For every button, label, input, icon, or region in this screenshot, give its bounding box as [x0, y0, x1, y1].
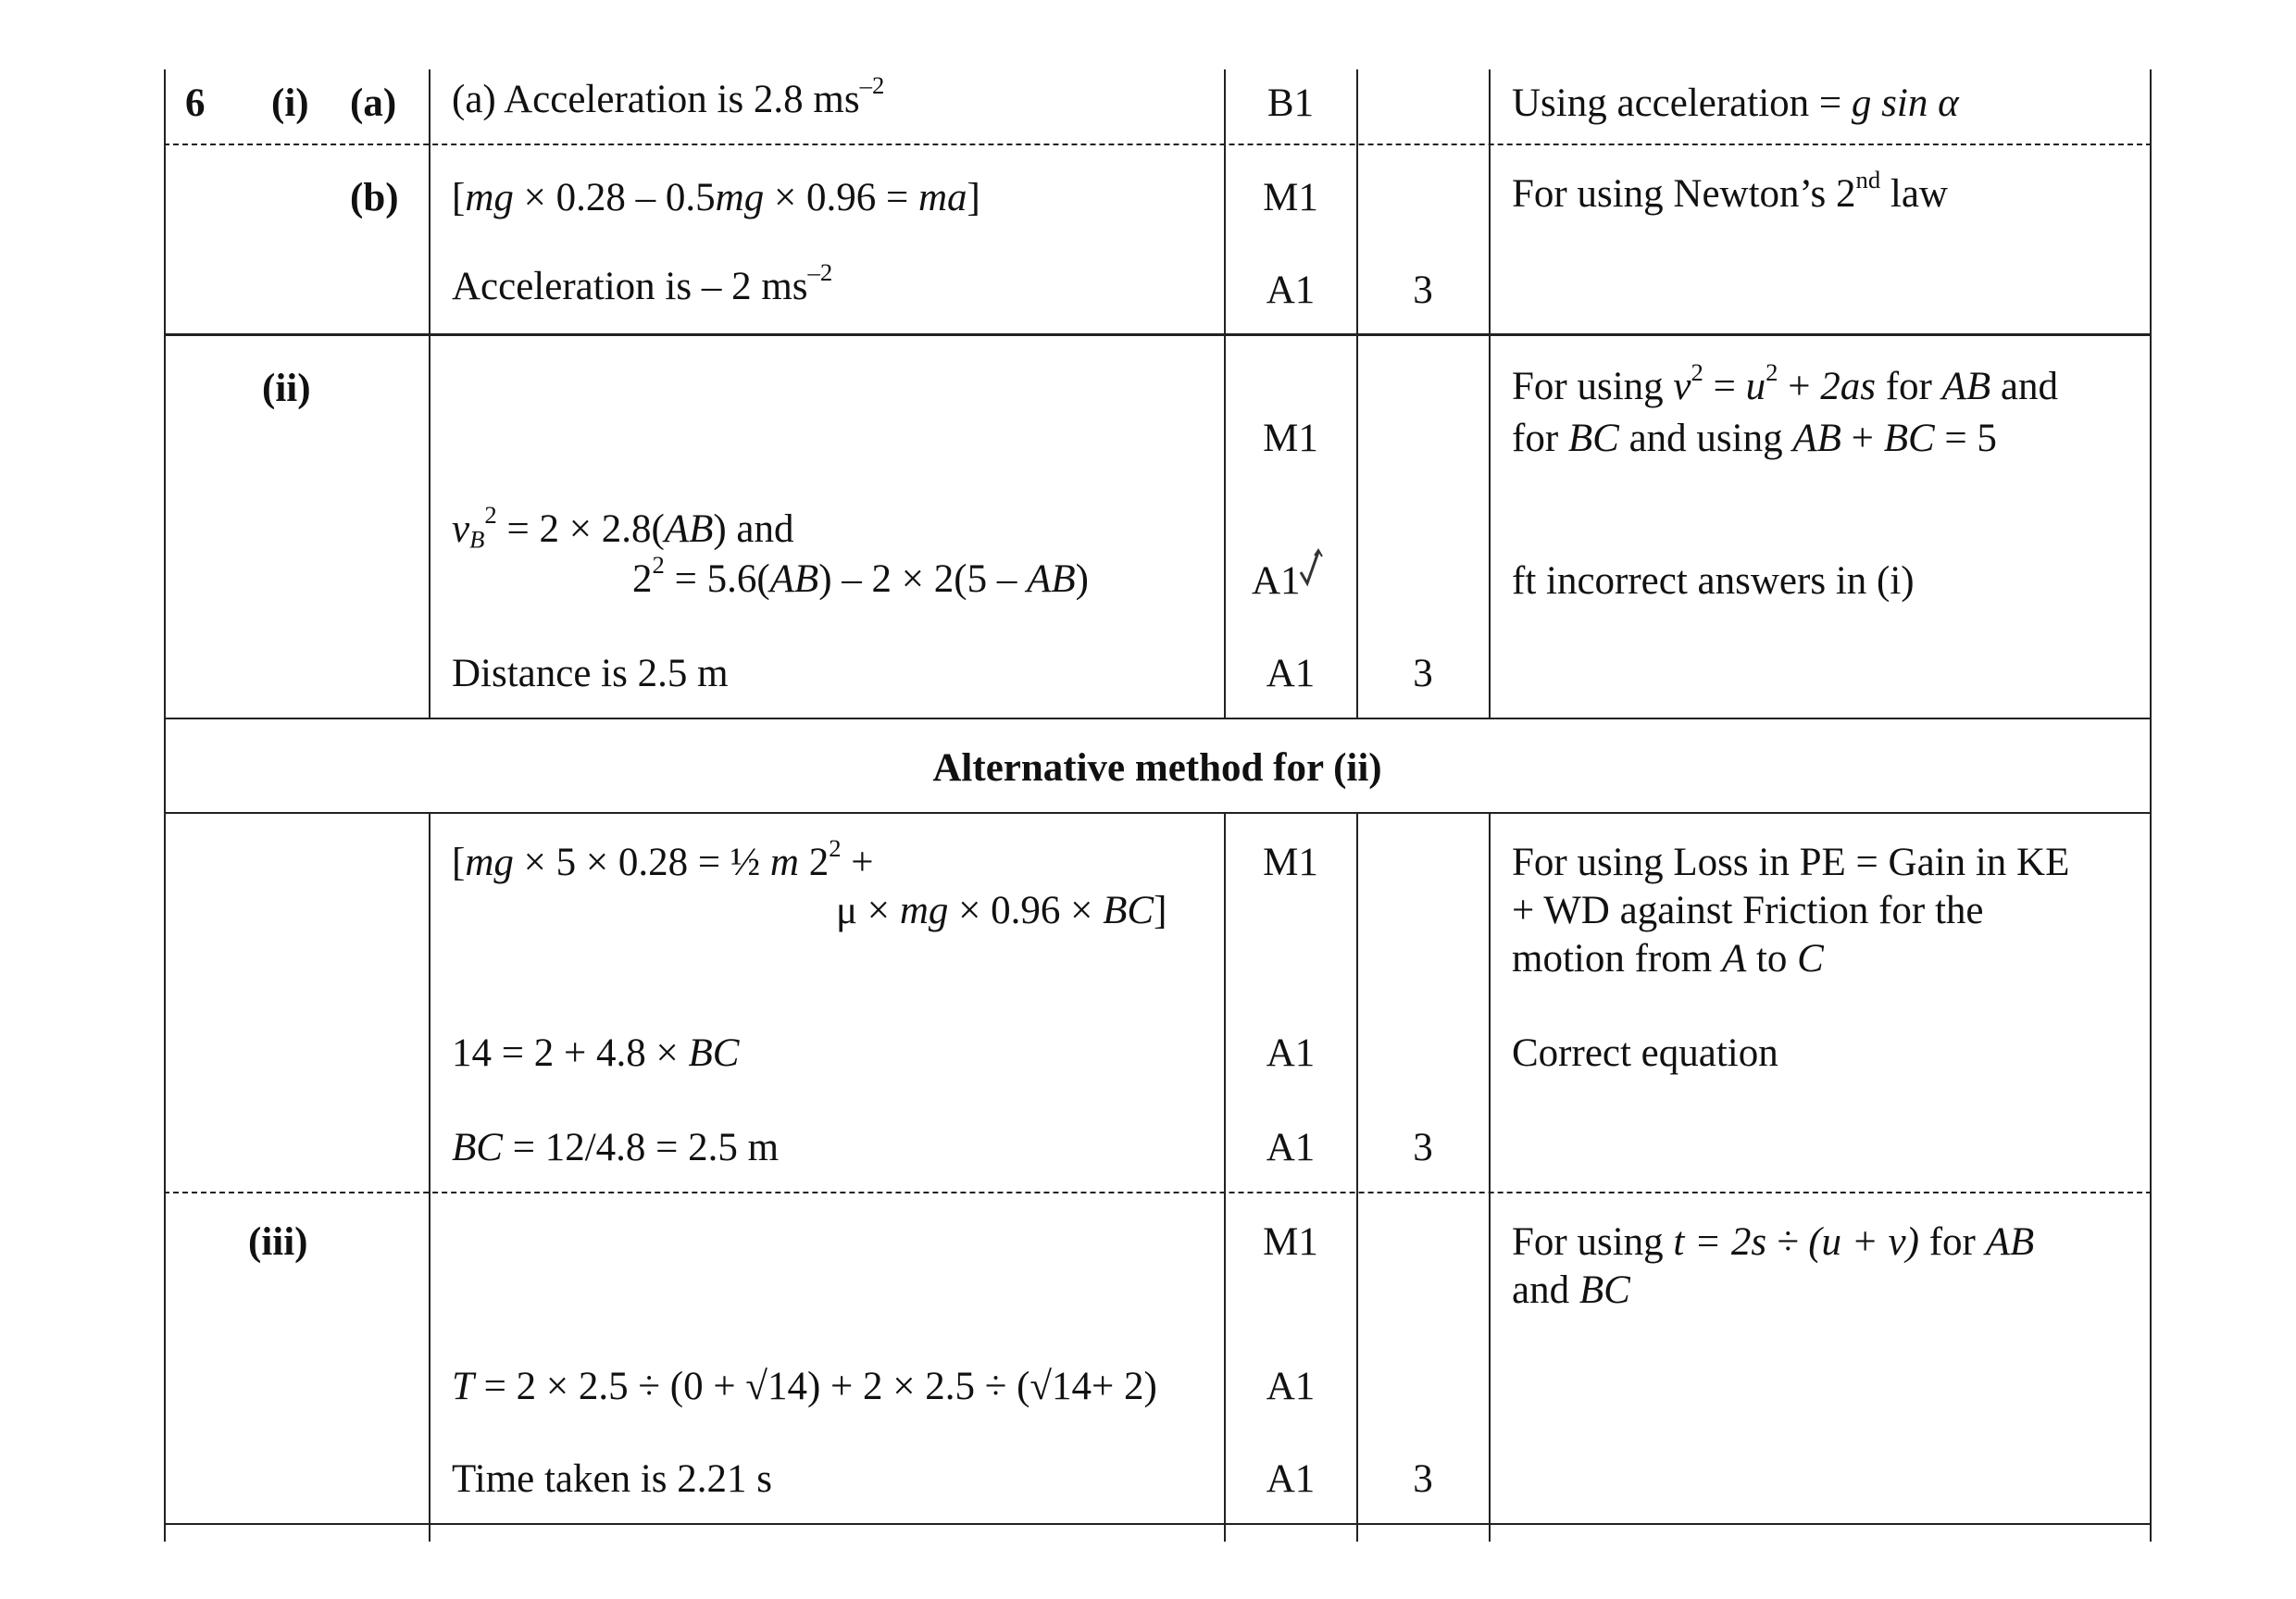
guidance-1a: Using acceleration = g sin α — [1512, 81, 1959, 125]
answer-iii-line2: Time taken is 2.21 s — [452, 1457, 773, 1501]
answer-1b-line1: [mg × 0.28 – 0.5mg × 0.96 = ma] — [452, 176, 980, 219]
mark-ii-2: A1 — [1252, 559, 1301, 603]
part-iii-label: (iii) — [248, 1220, 308, 1264]
answer-1b-line2: Acceleration is – 2 $ms^{-2}$ — [452, 258, 833, 308]
answer-alt-eq3: 14 = 2 + 4.8 × BC — [452, 1031, 740, 1075]
alternative-method-header: Alternative method for (ii) — [932, 746, 1382, 790]
total-alt: 3 — [1413, 1126, 1433, 1169]
mark-alt-3: A1 — [1266, 1126, 1316, 1169]
mark-ii-1: M1 — [1263, 417, 1318, 460]
part-a-label: (a) — [350, 81, 397, 125]
mark-iii-1: M1 — [1263, 1220, 1318, 1264]
row-divider-alt — [164, 1192, 2152, 1193]
answer-ii-line3: Distance is 2.5 m — [452, 652, 729, 695]
guidance-1b: For using Newton’s 2nd law — [1512, 166, 1948, 216]
row-divider-1a — [164, 144, 2152, 145]
row-divider-alt-header — [164, 812, 2152, 814]
total-1b: 3 — [1413, 269, 1433, 312]
guidance-ii-3: ft incorrect answers in (i) — [1512, 559, 1915, 603]
mark-alt-1: M1 — [1263, 841, 1318, 884]
mark-iii-2: A1 — [1266, 1365, 1316, 1408]
border-right — [2150, 69, 2152, 1542]
guidance-ii-2: for BC and using AB + BC = 5 — [1512, 417, 1997, 460]
answer-ii-eq2: $2^2 = 5.6(AB) - 2 \times 2(5 - AB)$ — [632, 551, 1089, 601]
question-number: 6 — [185, 81, 206, 125]
answer-alt-eq4: BC = 12/4.8 = 2.5 m — [452, 1126, 780, 1169]
divider-total-guidance-lower — [1489, 812, 1491, 1542]
divider-total-guidance — [1489, 69, 1491, 718]
total-iii: 3 — [1413, 1457, 1433, 1501]
mark-1b-1: M1 — [1263, 176, 1318, 219]
guidance-iii-1: For using t = 2s ÷ (u + v) for AB — [1512, 1220, 2035, 1264]
divider-label-answer-lower — [429, 812, 430, 1542]
mark-iii-3: A1 — [1266, 1457, 1316, 1501]
divider-mark-total-lower — [1356, 812, 1358, 1542]
part-ii-label: (ii) — [262, 367, 311, 410]
guidance-alt-4: Correct equation — [1512, 1031, 1778, 1075]
row-divider-part-i — [164, 333, 2152, 336]
answer-1a: (a) Acceleration is 2.8 $ms^{-2}$ — [452, 71, 885, 121]
divider-answer-mark — [1224, 69, 1226, 718]
guidance-alt-2: + WD against Friction for the — [1512, 889, 1984, 932]
part-i-label: (i) — [271, 81, 309, 125]
part-b-label: (b) — [350, 176, 399, 219]
answer-iii-eq1: T = 2 × 2.5 ÷ (0 + √14) + 2 × 2.5 ÷ (√14+ 2) — [452, 1365, 1157, 1408]
guidance-ii-1: For using $v^2 = u^2 + 2as$ for AB and — [1512, 358, 2058, 408]
follow-through-tick-icon — [1298, 546, 1326, 587]
guidance-iii-2: and BC — [1512, 1268, 1630, 1312]
mark-alt-2: A1 — [1266, 1031, 1316, 1075]
answer-ii-eq1: $v_B^2 = 2 \times 2.8(AB)$ and — [452, 501, 794, 554]
answer-alt-eq2: μ × mg × 0.96 × BC] — [836, 889, 1167, 932]
divider-mark-total — [1356, 69, 1358, 718]
mark-ii-3: A1 — [1266, 652, 1316, 695]
divider-label-answer — [429, 69, 430, 718]
guidance-alt-1: For using Loss in PE = Gain in KE — [1512, 841, 2070, 884]
total-ii: 3 — [1413, 652, 1433, 695]
row-divider-part-iii — [164, 1523, 2152, 1525]
border-left — [164, 69, 166, 1542]
divider-answer-mark-lower — [1224, 812, 1226, 1542]
mark-1a: B1 — [1267, 81, 1315, 125]
answer-alt-eq1: [mg × 5 × 0.28 = ½ m $2^2$ + — [452, 834, 874, 884]
row-divider-part-ii — [164, 718, 2152, 719]
guidance-alt-3: motion from A to C — [1512, 937, 1824, 981]
mark-1b-2: A1 — [1266, 269, 1316, 312]
